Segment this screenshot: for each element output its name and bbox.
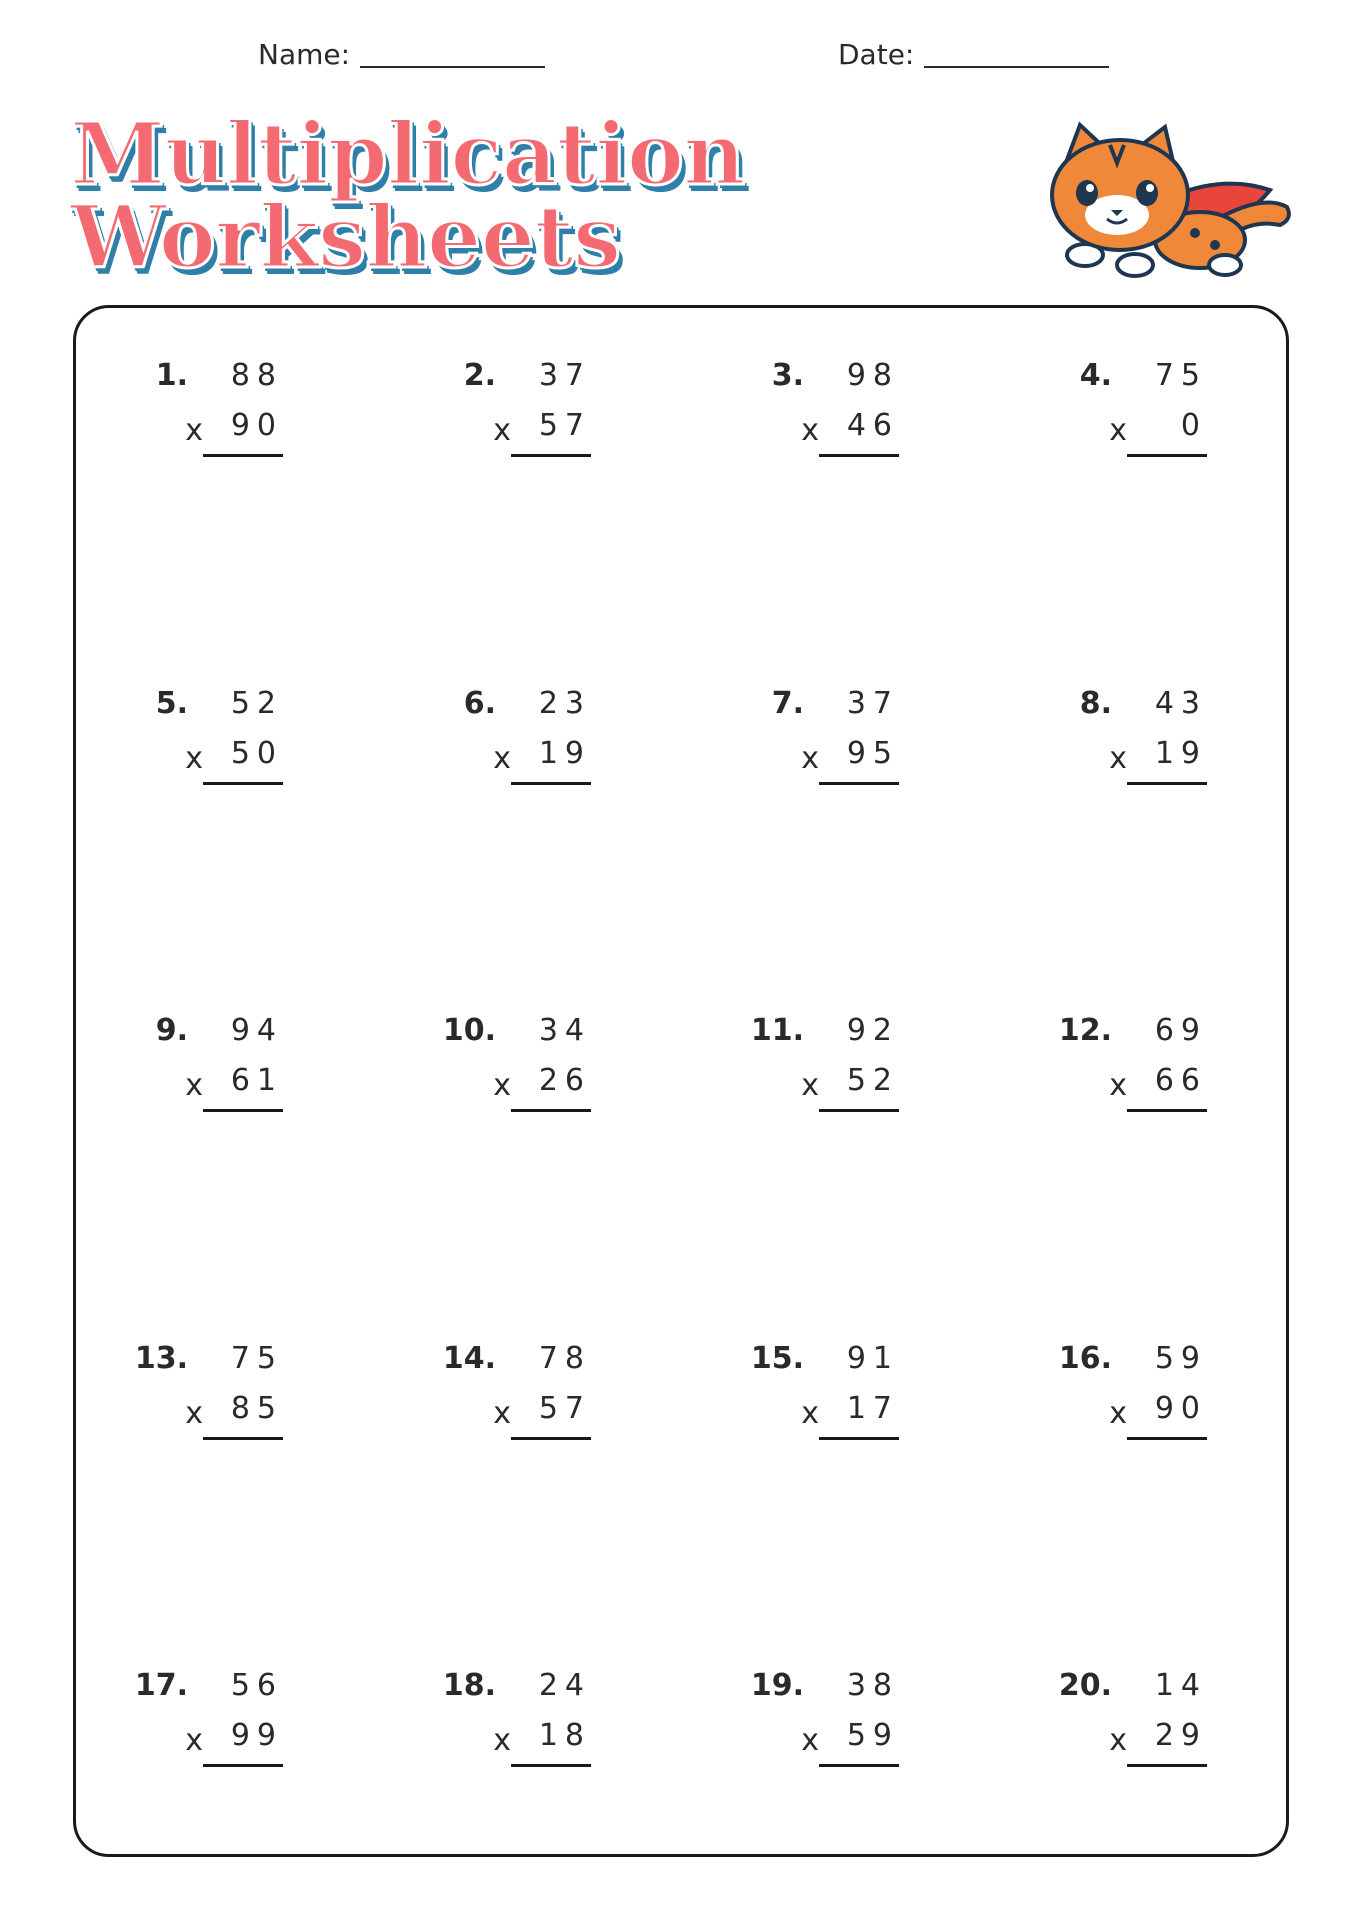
title-line-2: Worksheets — [70, 187, 621, 288]
multiplicand: 34 — [538, 1013, 591, 1048]
date-field[interactable] — [838, 38, 1109, 71]
name-field[interactable] — [258, 38, 545, 71]
times-sign: x — [493, 1068, 511, 1103]
date-label: Date: — [838, 38, 915, 71]
answer-line[interactable] — [1127, 454, 1207, 457]
title-line-1: Multiplication — [70, 104, 745, 205]
multiplier: 0 — [1180, 408, 1207, 443]
answer-line[interactable] — [511, 1437, 591, 1440]
multiplicand: 14 — [1154, 1668, 1207, 1703]
times-sign: x — [1109, 1396, 1127, 1431]
multiplicand: 59 — [1154, 1341, 1207, 1376]
multiplier: 18 — [538, 1718, 591, 1753]
problem-number: 15. — [750, 1341, 804, 1376]
multiplicand: 37 — [846, 686, 899, 721]
answer-line[interactable] — [203, 454, 283, 457]
multiplier: 57 — [538, 1391, 591, 1426]
answer-line[interactable] — [511, 782, 591, 785]
problem-number: 17. — [134, 1668, 188, 1703]
times-sign: x — [1109, 1723, 1127, 1758]
problem-10 — [391, 1013, 591, 1123]
times-sign: x — [185, 1396, 203, 1431]
problems-frame — [73, 305, 1289, 1857]
multiplicand: 69 — [1154, 1013, 1207, 1048]
multiplicand: 43 — [1154, 686, 1207, 721]
answer-line[interactable] — [1127, 782, 1207, 785]
multiplier: 46 — [846, 408, 899, 443]
multiplier: 50 — [230, 736, 283, 771]
problem-number: 16. — [1058, 1341, 1112, 1376]
problem-14 — [391, 1341, 591, 1451]
multiplicand: 38 — [846, 1668, 899, 1703]
multiplier: 95 — [846, 736, 899, 771]
times-sign: x — [493, 1723, 511, 1758]
multiplier: 85 — [230, 1391, 283, 1426]
multiplicand: 23 — [538, 686, 591, 721]
answer-line[interactable] — [819, 1109, 899, 1112]
multiplicand: 52 — [230, 686, 283, 721]
multiplicand: 75 — [1154, 358, 1207, 393]
times-sign: x — [185, 413, 203, 448]
multiplicand: 24 — [538, 1668, 591, 1703]
problem-5 — [83, 686, 283, 796]
multiplier: 66 — [1154, 1063, 1207, 1098]
date-blank-line[interactable] — [924, 66, 1109, 68]
times-sign: x — [801, 413, 819, 448]
multiplicand: 37 — [538, 358, 591, 393]
problem-number: 14. — [442, 1341, 496, 1376]
problem-7 — [699, 686, 899, 796]
problem-number: 10. — [442, 1013, 496, 1048]
problem-number: 3. — [771, 358, 804, 393]
problem-15 — [699, 1341, 899, 1451]
multiplier: 57 — [538, 408, 591, 443]
times-sign: x — [493, 413, 511, 448]
times-sign: x — [185, 741, 203, 776]
answer-line[interactable] — [203, 1437, 283, 1440]
times-sign: x — [493, 741, 511, 776]
multiplier: 59 — [846, 1718, 899, 1753]
multiplier: 19 — [1154, 736, 1207, 771]
times-sign: x — [493, 1396, 511, 1431]
answer-line[interactable] — [511, 1109, 591, 1112]
flying-cat-icon — [1025, 115, 1295, 295]
answer-line[interactable] — [1127, 1437, 1207, 1440]
times-sign: x — [801, 741, 819, 776]
problem-9 — [83, 1013, 283, 1123]
multiplier: 17 — [846, 1391, 899, 1426]
times-sign: x — [1109, 413, 1127, 448]
problem-number: 11. — [750, 1013, 804, 1048]
answer-line[interactable] — [203, 1109, 283, 1112]
multiplicand: 88 — [230, 358, 283, 393]
answer-line[interactable] — [819, 782, 899, 785]
times-sign: x — [185, 1723, 203, 1758]
problem-1 — [83, 358, 283, 468]
multiplier: 19 — [538, 736, 591, 771]
problem-number: 9. — [155, 1013, 188, 1048]
multiplicand: 75 — [230, 1341, 283, 1376]
multiplier: 99 — [230, 1718, 283, 1753]
problem-4 — [1007, 358, 1207, 468]
problem-13 — [83, 1341, 283, 1451]
answer-line[interactable] — [819, 454, 899, 457]
answer-line[interactable] — [203, 1764, 283, 1767]
problem-12 — [1007, 1013, 1207, 1123]
name-label: Name: — [258, 38, 351, 71]
problem-17 — [83, 1668, 283, 1778]
problem-6 — [391, 686, 591, 796]
multiplicand: 98 — [846, 358, 899, 393]
problem-number: 7. — [771, 686, 804, 721]
times-sign: x — [1109, 1068, 1127, 1103]
problem-number: 2. — [463, 358, 496, 393]
multiplier: 52 — [846, 1063, 899, 1098]
answer-line[interactable] — [203, 782, 283, 785]
multiplier: 90 — [1154, 1391, 1207, 1426]
multiplier: 26 — [538, 1063, 591, 1098]
problem-number: 18. — [442, 1668, 496, 1703]
problem-number: 13. — [134, 1341, 188, 1376]
answer-line[interactable] — [819, 1764, 899, 1767]
answer-line[interactable] — [1127, 1764, 1207, 1767]
problem-8 — [1007, 686, 1207, 796]
multiplicand: 92 — [846, 1013, 899, 1048]
answer-line[interactable] — [819, 1437, 899, 1440]
problem-number: 6. — [463, 686, 496, 721]
multiplicand: 91 — [846, 1341, 899, 1376]
answer-line[interactable] — [511, 1764, 591, 1767]
problem-2 — [391, 358, 591, 468]
multiplicand: 78 — [538, 1341, 591, 1376]
multiplicand: 94 — [230, 1013, 283, 1048]
problem-18 — [391, 1668, 591, 1778]
problem-20 — [1007, 1668, 1207, 1778]
problem-number: 1. — [155, 358, 188, 393]
multiplier: 61 — [230, 1063, 283, 1098]
problem-number: 4. — [1079, 358, 1112, 393]
problem-number: 20. — [1058, 1668, 1112, 1703]
times-sign: x — [801, 1396, 819, 1431]
problem-number: 12. — [1058, 1013, 1112, 1048]
multiplicand: 56 — [230, 1668, 283, 1703]
times-sign: x — [1109, 741, 1127, 776]
times-sign: x — [185, 1068, 203, 1103]
problem-19 — [699, 1668, 899, 1778]
multiplier: 90 — [230, 408, 283, 443]
answer-line[interactable] — [511, 454, 591, 457]
problem-number: 5. — [155, 686, 188, 721]
problem-16 — [1007, 1341, 1207, 1451]
name-blank-line[interactable] — [360, 66, 545, 68]
multiplier: 29 — [1154, 1718, 1207, 1753]
problem-number: 8. — [1079, 686, 1112, 721]
answer-line[interactable] — [1127, 1109, 1207, 1112]
problem-3 — [699, 358, 899, 468]
times-sign: x — [801, 1068, 819, 1103]
problem-number: 19. — [750, 1668, 804, 1703]
times-sign: x — [801, 1723, 819, 1758]
problem-11 — [699, 1013, 899, 1123]
